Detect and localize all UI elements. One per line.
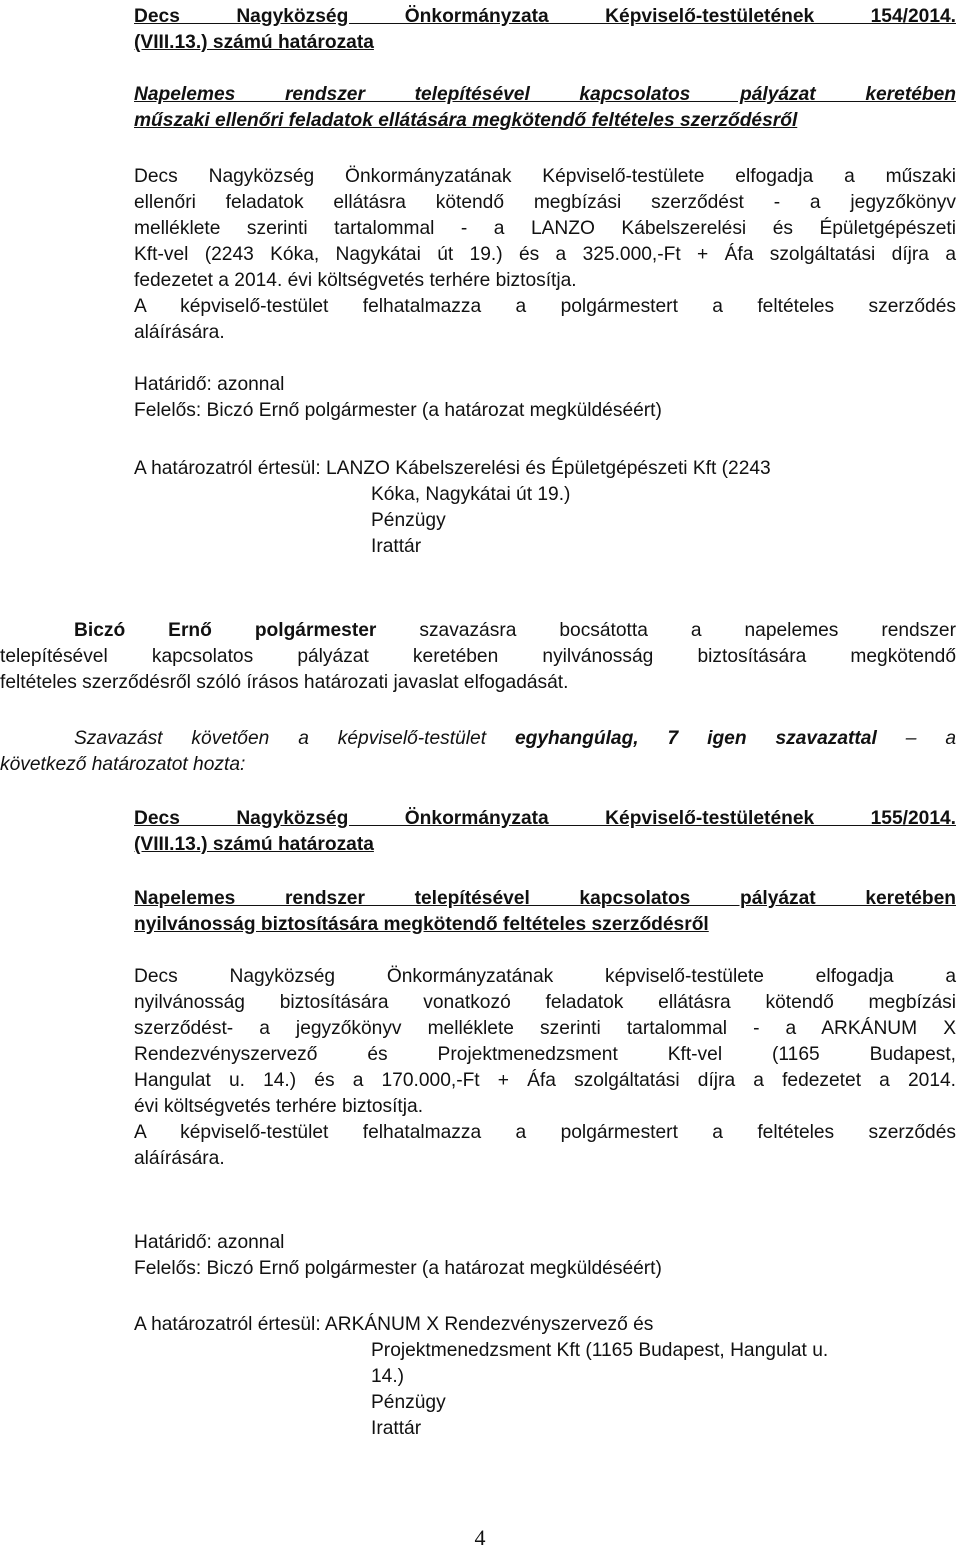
resolution-155-notified-line5: Irattár bbox=[371, 1418, 422, 1439]
resolution-154-body-line: fedezetet a 2014. évi költségvetés terhére biztosítja. bbox=[134, 270, 577, 291]
vote-result-line1 bbox=[0, 726, 956, 752]
resolution-155-notified-recipients bbox=[371, 1338, 956, 1442]
resolution-154-notified-line2: Kóka, Nagykátai út 19.) bbox=[371, 484, 571, 505]
vote-result-suffix: – a bbox=[905, 728, 956, 749]
vote-paragraph bbox=[0, 618, 956, 696]
vote-result-line2: következő határozatot hozta: bbox=[0, 754, 246, 775]
resolution-155-deadline: Határidő: azonnal bbox=[134, 1232, 285, 1253]
resolution-155-body bbox=[134, 964, 956, 1172]
vote-text-line1: szavazásra bocsátotta a napelemes rendszer bbox=[419, 620, 956, 641]
resolution-154-subject bbox=[134, 82, 956, 134]
resolution-155-deadline-block bbox=[134, 1230, 956, 1282]
resolution-154-subject-line1: Napelemes rendszer telepítésével kapcsolatos pályázat keretében bbox=[134, 84, 956, 105]
resolution-154-authorize-line2: aláírására. bbox=[134, 322, 225, 343]
resolution-155-body-line: Decs Nagyközség Önkormányzatának képviselő-testülete elfogadja a bbox=[134, 966, 956, 987]
resolution-155-body-line: Hangulat u. 14.) és a 170.000,-Ft + Áfa szolgáltatási díjra a fedezetet a 2014. bbox=[134, 1070, 956, 1091]
vote-line1 bbox=[0, 618, 956, 644]
resolution-154-responsible: Felelős: Biczó Ernő polgármester (a határozat megküldéséért) bbox=[134, 400, 662, 421]
resolution-154-notified-line4: Irattár bbox=[371, 536, 422, 557]
resolution-155-notified-line1: A határozatról értesül: ARKÁNUM X Rendezvényszervező és bbox=[134, 1314, 654, 1335]
resolution-155-subject-line2: nyilvánosság biztosítására megkötendő feltételes szerződésről bbox=[134, 914, 709, 935]
resolution-155-notified-block bbox=[134, 1312, 956, 1338]
vote-result-paragraph bbox=[0, 726, 956, 778]
vote-text-line2: telepítésével kapcsolatos pályázat keretében nyilvánosság biztosítására megkötendő bbox=[0, 646, 956, 667]
vote-result-count: egyhangúlag, 7 igen szavazattal bbox=[514, 728, 877, 749]
resolution-154-notified-recipients bbox=[371, 482, 931, 560]
resolution-154-notified-block bbox=[134, 456, 956, 482]
resolution-154-body-line: Decs Nagyközség Önkormányzatának Képviselő-testülete elfogadja a műszaki bbox=[134, 166, 956, 187]
resolution-155-authorize-line2: aláírására. bbox=[134, 1148, 225, 1169]
resolution-155-notified-line4: Pénzügy bbox=[371, 1392, 446, 1413]
vote-text-line3: feltételes szerződésről szóló írásos határozati javaslat elfogadását. bbox=[0, 672, 569, 693]
resolution-155-notified-line3: 14.) bbox=[371, 1366, 405, 1387]
resolution-154-deadline: Határidő: azonnal bbox=[134, 374, 285, 395]
resolution-155-heading bbox=[134, 806, 956, 858]
resolution-154-authorize-line1: A képviselő-testület felhatalmazza a polgármestert a feltételes szerződés bbox=[134, 296, 956, 317]
resolution-154-subject-line2: műszaki ellenőri feladatok ellátására megkötendő feltételes szerződésről bbox=[134, 110, 798, 131]
resolution-155-subject-line1: Napelemes rendszer telepítésével kapcsolatos pályázat keretében bbox=[134, 888, 956, 909]
resolution-155-body-line: nyilvánosság biztosítására vonatkozó feladatok ellátásra kötendő megbízási bbox=[134, 992, 956, 1013]
resolution-154-heading-line1: Decs Nagyközség Önkormányzata Képviselő-testületének 154/2014. bbox=[134, 6, 956, 27]
resolution-154-heading-line2: (VIII.13.) számú határozata bbox=[134, 32, 374, 53]
resolution-154-body-line: melléklete szerinti tartalommal - a LANZO Kábelszerelési és Épületgépészeti bbox=[134, 218, 956, 239]
resolution-154-body bbox=[134, 164, 956, 346]
mayor-name: Biczó Ernő polgármester bbox=[74, 620, 377, 641]
resolution-154-body-line: Kft-vel (2243 Kóka, Nagykátai út 19.) és a 325.000,-Ft + Áfa szolgáltatási díjra a bbox=[134, 244, 956, 265]
page-number: 4 bbox=[474, 1525, 486, 1550]
resolution-155-body-line: évi költségvetés terhére biztosítja. bbox=[134, 1096, 424, 1117]
resolution-155-responsible: Felelős: Biczó Ernő polgármester (a határozat megküldéséért) bbox=[134, 1258, 662, 1279]
resolution-154-notified-line1: A határozatról értesül: LANZO Kábelszerelési és Épületgépészeti Kft (2243 bbox=[134, 458, 771, 479]
resolution-154-body-line: ellenőri feladatok ellátásra kötendő megbízási szerződést - a jegyzőkönyv bbox=[134, 192, 956, 213]
resolution-155-notified-line2: Projektmenedzsment Kft (1165 Budapest, Hangulat u. bbox=[371, 1340, 829, 1361]
resolution-155-heading-line2: (VIII.13.) számú határozata bbox=[134, 834, 374, 855]
resolution-155-subject bbox=[134, 886, 956, 938]
resolution-154-notified-line3: Pénzügy bbox=[371, 510, 446, 531]
resolution-155-authorize-line1: A képviselő-testület felhatalmazza a polgármestert a feltételes szerződés bbox=[134, 1122, 956, 1143]
resolution-155-body-line: Rendezvényszervező és Projektmenedzsment Kft-vel (1165 Budapest, bbox=[134, 1044, 956, 1065]
resolution-154-deadline-block bbox=[134, 372, 956, 424]
resolution-154-heading bbox=[134, 4, 956, 56]
resolution-155-heading-line1: Decs Nagyközség Önkormányzata Képviselő-testületének 155/2014. bbox=[134, 808, 956, 829]
resolution-155-body-line: szerződést- a jegyzőkönyv melléklete szerinti tartalommal - a ARKÁNUM X bbox=[134, 1018, 956, 1039]
vote-result-prefix: Szavazást követően a képviselő-testület bbox=[74, 728, 487, 749]
